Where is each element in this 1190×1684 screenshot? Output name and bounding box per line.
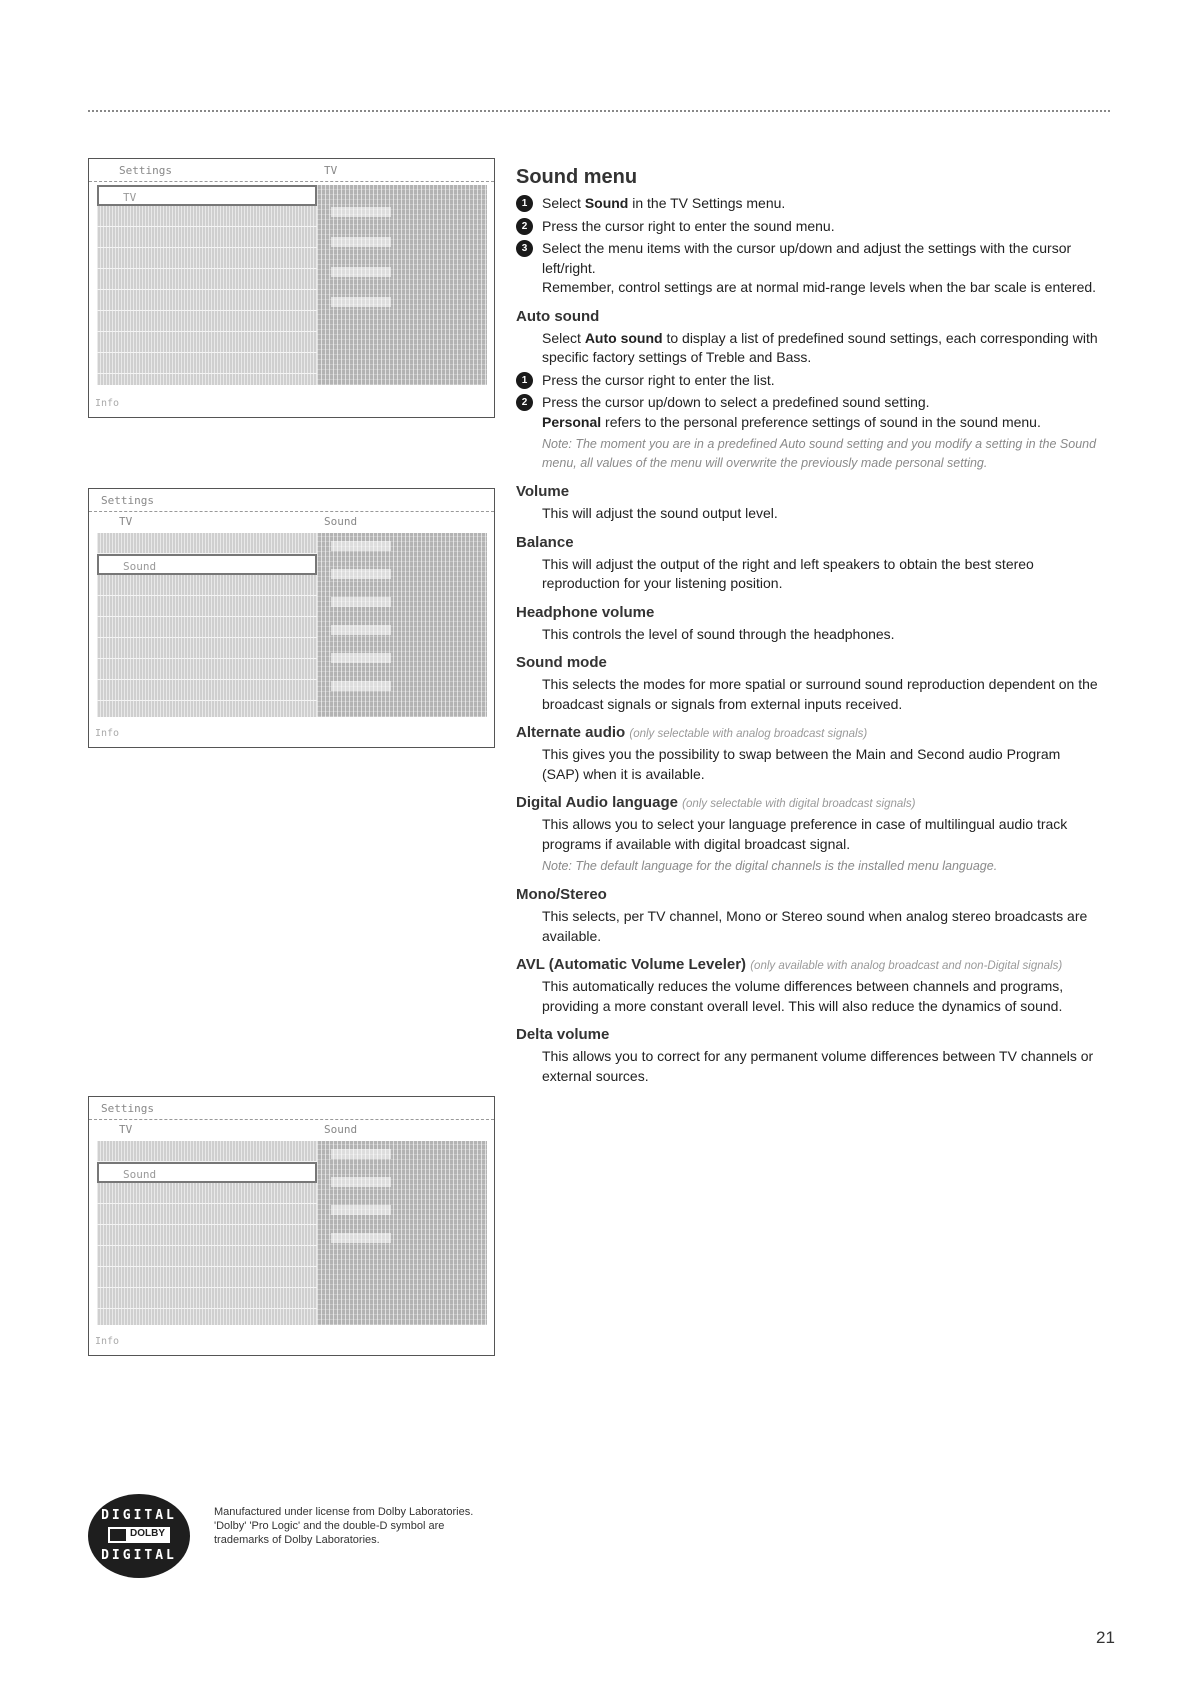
remember-text: Remember, control settings are at normal mid-range levels when the bar scale is entered. [542,279,1097,295]
menu-item[interactable] [97,1267,317,1288]
step-text: Press the cursor right to enter the sound menu. [542,217,835,234]
step-text: Select the menu items with the cursor up/down and adjust the settings with the cursor left/right. [542,240,1072,276]
dolby-license-text [214,1505,554,1547]
section-title-auto-sound: Auto sound [516,307,600,325]
auto-sound-text [516,329,1100,368]
qualifier-text: (only selectable with digital broadcast signals) [682,798,916,810]
menu-item[interactable] [97,353,317,374]
dolby-digital-logo [88,1494,190,1578]
bold-text: Auto sound [584,329,663,346]
section-title-delta-volume: Delta volume [516,1026,610,1043]
submenu-item [331,1233,391,1243]
tv-settings-screen [88,158,495,418]
submenu-item [331,297,391,307]
mono-stereo-text: This selects, per TV channel, Mono or Stereo sound when analog stereo broadcasts are available. [542,908,1088,944]
title-text: AVL (Automatic Volume Leveler) [516,956,747,973]
auto-sound-step-1 [516,371,1100,391]
menu-item-sound[interactable]: Sound [97,554,317,575]
volume-text: This will adjust the sound output level. [542,505,778,521]
sound-settings-screen-2 [88,1096,495,1356]
submenu-item [331,207,391,217]
menu-item[interactable] [97,290,317,311]
menu-item[interactable] [97,332,317,353]
header-tv: TV [324,164,338,177]
menu-item[interactable] [97,1246,317,1267]
section-title-headphone: Headphone volume [516,603,655,621]
submenu-item [331,541,391,551]
submenu-item [331,653,391,663]
submenu-item [331,569,391,579]
section-title-balance: Balance [516,533,574,551]
menu-item[interactable] [97,311,317,332]
digital-audio-text: This allows you to select your language preference in case of multilingual audio track programs if available with digital broadcast signal. [542,816,1068,852]
alternate-audio-text: This gives you the possibility to swap between the Main and Second audio Program (SAP) when it is available. [542,746,1061,782]
section-title-sound-mode: Sound mode [516,654,607,671]
step-text: Press the cursor up/down to select a predefined sound setting. [542,394,930,410]
section-title-mono-stereo: Mono/Stereo [516,886,607,903]
header-tv: TV [119,515,133,528]
bold-text: Personal [542,413,602,430]
menu-list [97,1141,317,1325]
menu-item[interactable] [97,1183,317,1204]
top-dotted-rule [88,110,1110,112]
step-bold: Sound [584,195,629,211]
header-settings: Settings [101,494,154,507]
avl-text: This automatically reduces the volume differences between channels and programs, providing a more constant overall level. This will also reduce the dynamics of sound. [542,978,1064,1014]
menu-item[interactable] [97,533,317,554]
text: to display a list of predefined sound settings, each corresponding with specific factory settings of Treble and Bass. [542,329,1098,365]
menu-item[interactable] [97,638,317,659]
header-sound: Sound [324,515,358,528]
page-title: Sound menu [516,166,638,188]
intro-step-1 [516,194,1100,214]
qualifier-text: (only available with analog broadcast and non-Digital signals) [750,960,1063,972]
license-line: Manufactured under license from Dolby Laboratories. [214,1506,474,1518]
submenu-item [331,681,391,691]
page-number: 21 [1096,1628,1115,1647]
submenu-item [331,237,391,247]
submenu-item [331,597,391,607]
section-title-volume: Volume [516,483,570,500]
submenu-item [331,1149,391,1159]
header-settings: Settings [101,1102,154,1115]
screen-header [89,159,494,182]
screen-footer-info: Info [95,398,120,409]
sound-mode-text: This selects the modes for more spatial or surround sound reproduction dependent on the broadcast signals or signals from external inputs received. [542,676,1098,712]
auto-sound-note: Note: The moment you are in a predefined Auto sound setting and you modify a setting in the Sound menu, all values of the menu will overwrite the previously made personal setting. [542,437,1097,470]
license-line: trademarks of Dolby Laboratories. [214,1534,380,1546]
menu-item[interactable] [97,575,317,596]
step-text: in the TV Settings menu. [628,195,786,211]
digital-audio-note: Note: The default language for the digital channels is the installed menu language. [542,859,998,873]
submenu-panel [317,185,487,385]
menu-list [97,533,317,717]
step-number-icon: 2 [516,218,533,235]
balance-text: This will adjust the output of the right and left speakers to obtain the best stereo reproduction for your listening position. [542,555,1034,591]
submenu-panel [317,533,487,717]
qualifier-text: (only selectable with analog broadcast signals) [629,728,868,740]
header-settings: Settings [119,164,172,177]
menu-item[interactable] [97,596,317,617]
text-column [516,166,1100,1089]
personal-text [516,413,1100,433]
step-text: Select [542,195,585,211]
header-tv: TV [119,1123,133,1136]
logo-text-mid: DOLBY [130,1528,165,1539]
menu-item-tv[interactable]: TV [97,185,317,206]
step-number-icon: 1 [516,195,533,212]
menu-item[interactable] [97,1225,317,1246]
title-text: Alternate audio [516,724,626,741]
submenu-item [331,267,391,277]
step-number-icon: 1 [516,372,533,389]
section-title-avl [516,956,1100,973]
screen-footer-info: Info [95,728,120,739]
text: Select [542,329,585,346]
menu-item[interactable] [97,1141,317,1162]
intro-step-2 [516,217,1100,237]
screen-header [89,1097,494,1120]
double-d-icon [110,1529,126,1541]
auto-sound-step-2 [516,393,1100,413]
menu-item[interactable] [97,617,317,638]
step-text: Press the cursor right to enter the list. [542,371,775,388]
headphone-text: This controls the level of sound through the headphones. [542,625,895,642]
submenu-item [331,1177,391,1187]
text: refers to the personal preference settings of sound in the sound menu. [601,413,1041,430]
dolby-badge [108,1527,170,1543]
header-sound: Sound [324,1123,358,1136]
step-number-icon: 2 [516,394,533,411]
submenu-panel [317,1141,487,1325]
title-text: Digital Audio language [516,794,678,811]
menu-item[interactable] [97,206,317,227]
menu-item[interactable] [97,659,317,680]
submenu-item [331,1205,391,1215]
menu-item[interactable] [97,248,317,269]
menu-item[interactable] [97,227,317,248]
step-number-icon: 3 [516,240,533,257]
section-title-alternate-audio [516,724,1100,741]
sound-settings-screen [88,488,495,748]
menu-item[interactable] [97,1288,317,1309]
screen-footer-info: Info [95,1336,120,1347]
submenu-item [331,625,391,635]
intro-step-3 [516,239,1100,278]
screen-header [89,489,494,512]
delta-volume-text: This allows you to correct for any permanent volume differences between TV channels or external sources. [542,1048,1094,1084]
menu-item-sound[interactable]: Sound [97,1162,317,1183]
menu-item[interactable] [97,269,317,290]
section-title-digital-audio [516,794,1100,811]
menu-item[interactable] [97,680,317,701]
menu-list [97,185,317,385]
menu-item[interactable] [97,1204,317,1225]
logo-text-bottom: DIGITAL [101,1548,177,1563]
license-line: 'Dolby' 'Pro Logic' and the double-D symbol are [214,1520,445,1532]
logo-text-top: DIGITAL [101,1508,177,1523]
